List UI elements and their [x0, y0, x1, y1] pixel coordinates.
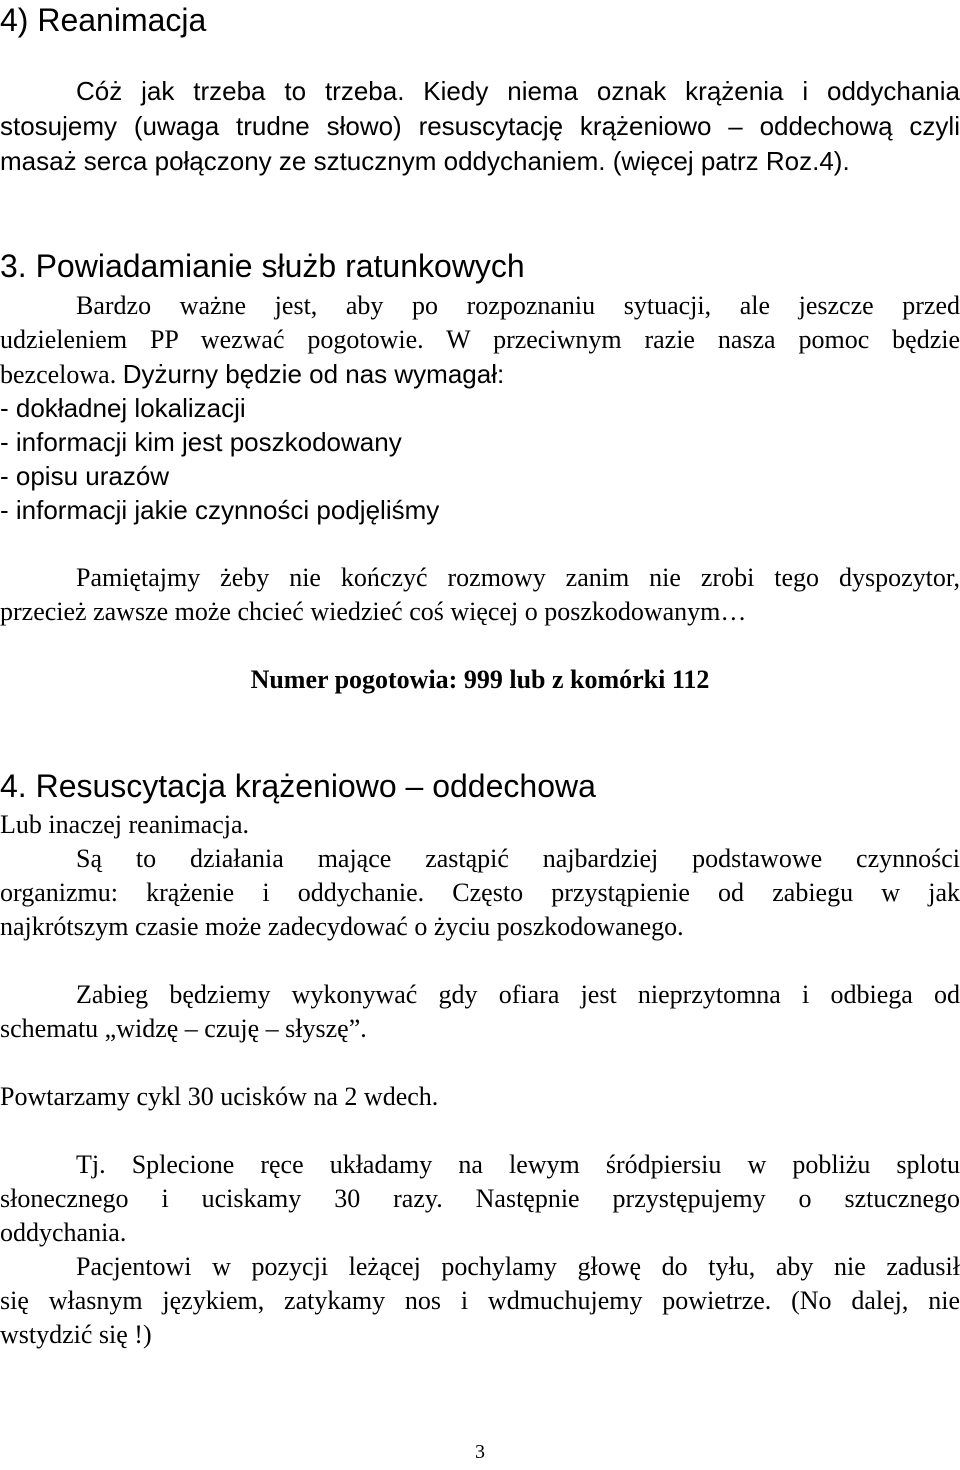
- paragraph-line: Bardzo ważne jest, aby po rozpoznaniu sytuacji, ale jeszcze przed: [76, 291, 960, 320]
- paragraph-line: masaż serca połączony ze sztucznym oddychaniem. (więcej patrz Roz.4).: [0, 146, 850, 176]
- list-item: - dokładnej lokalizacji: [0, 393, 246, 423]
- paragraph-line: Powtarzamy cykl 30 ucisków na 2 wdech.: [0, 1082, 439, 1111]
- section-title-reanimacja: 4) Reanimacja: [0, 2, 207, 38]
- emergency-number: Numer pogotowia: 999 lub z komórki 112: [250, 665, 710, 694]
- paragraph-line: się własnym językiem, zatykamy nos i wdmuchujemy powietrze. (No dalej, nie: [0, 1286, 960, 1315]
- paragraph-line: Zabieg będziemy wykonywać gdy ofiara jest nieprzytomna i odbiega od: [76, 980, 960, 1009]
- paragraph-line: najkrótszym czasie może zadecydować o życiu poszkodowanego.: [0, 912, 684, 941]
- paragraph-line-mixed: [0, 357, 960, 392]
- paragraph-line: Pamiętajmy żeby nie kończyć rozmowy zanim nie zrobi tego dyspozytor,: [76, 563, 960, 592]
- paragraph-fragment: bezcelowa.: [0, 360, 117, 389]
- paragraph-line: schematu „widzę – czuję – słyszę”.: [0, 1014, 367, 1043]
- paragraph-line: Są to działania mające zastąpić najbardziej podstawowe czynności: [76, 844, 960, 873]
- list-item: - informacji kim jest poszkodowany: [0, 427, 402, 457]
- list-item: - informacji jakie czynności podjęliśmy: [0, 495, 440, 525]
- paragraph-fragment: Dyżurny będzie od nas wymagał:: [122, 359, 505, 389]
- section-title-resuscytacja: 4. Resuscytacja krążeniowo – oddechowa: [0, 768, 596, 804]
- paragraph-line: udzieleniem PP wezwać pogotowie. W przeciwnym razie nasza pomoc będzie: [0, 325, 960, 354]
- paragraph-line: przecież zawsze może chcieć wiedzieć coś więcej o poszkodowanym…: [0, 597, 747, 626]
- paragraph-line: stosujemy (uwaga trudne słowo) resuscytację krążeniowo – oddechową czyli: [0, 111, 960, 141]
- paragraph-line: organizmu: krążenie i oddychanie. Często przystąpienie od zabiegu w jak: [0, 878, 960, 907]
- paragraph-line: Pacjentowi w pozycji leżącej pochylamy głowę do tyłu, aby nie zadusił: [76, 1252, 960, 1281]
- list-item: - opisu urazów: [0, 461, 170, 491]
- section-title-powiadamianie: 3. Powiadamianie służb ratunkowych: [0, 248, 525, 284]
- paragraph-line: słonecznego i uciskamy 30 razy. Następnie przystępujemy o sztucznego: [0, 1184, 960, 1213]
- paragraph-line: wstydzić się !): [0, 1320, 152, 1349]
- paragraph-line: Cóż jak trzeba to trzeba. Kiedy niema oznak krążenia i oddychania: [76, 76, 960, 106]
- paragraph-line: oddychania.: [0, 1218, 127, 1247]
- page-number: 3: [475, 1441, 485, 1463]
- paragraph-line: Tj. Splecione ręce układamy na lewym śródpiersiu w pobliżu splotu: [76, 1150, 960, 1179]
- section-subtitle: Lub inaczej reanimacja.: [0, 810, 250, 839]
